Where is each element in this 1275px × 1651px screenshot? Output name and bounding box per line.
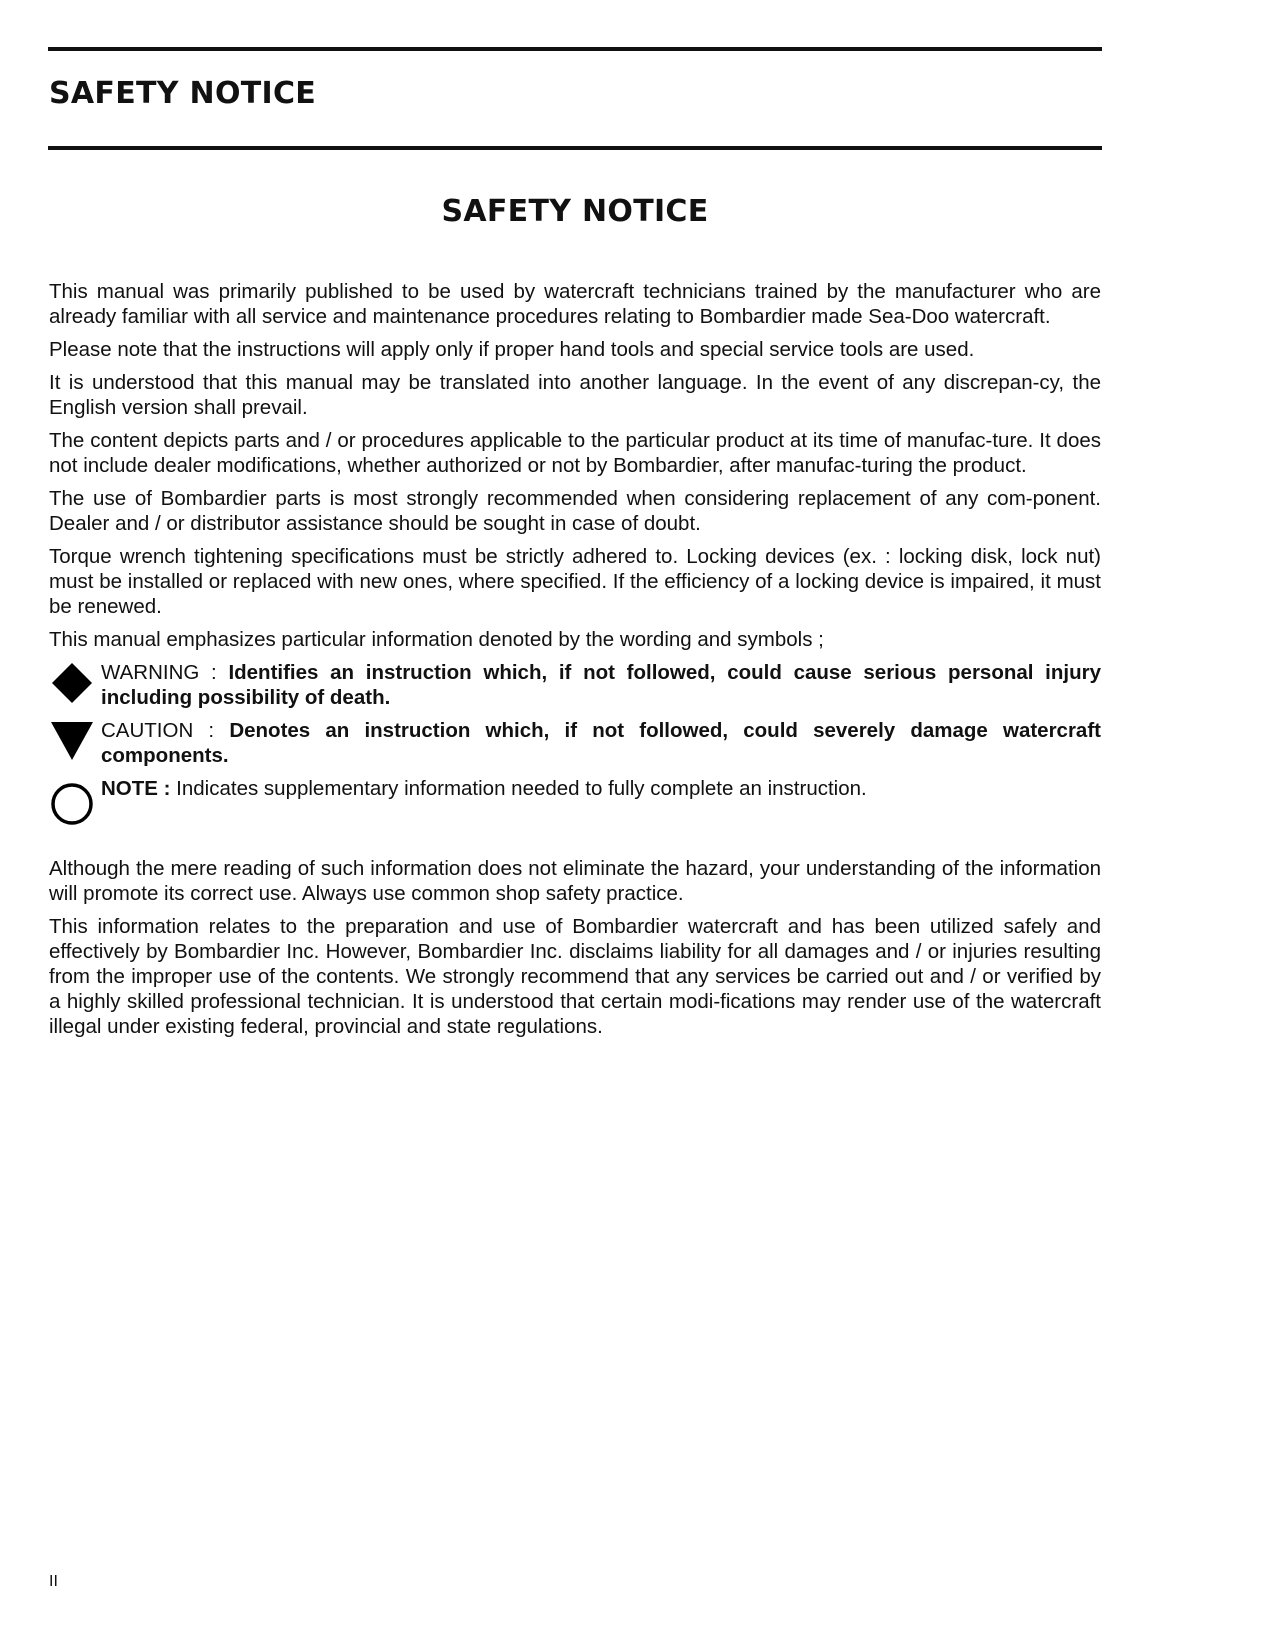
running-header-title: SAFETY NOTICE (49, 76, 317, 111)
paragraph-torque: Torque wrench tightening specifications must be strictly adhered to. Locking devices (ex. : locking disk, lock nut) must be installed or replaced with new ones, where specified. If the efficiency of a locking device is impaired, it must be renewed. (49, 545, 1101, 618)
paragraph-content: The content depicts parts and / or procedures applicable to the particular product at its time of manufac-ture. It does not include dealer modifications, whether authorized or not by Bombardier, after manufac-turing the product. (49, 429, 1101, 477)
caution-text: Denotes an instruction which, if not followed, could severely damage watercraft components. (101, 719, 1101, 767)
paragraph-parts: The use of Bombardier parts is most strongly recommended when considering replacement of any com-ponent. Dealer and / or distributor assistance should be sought in case of doubt. (49, 487, 1101, 535)
body-text (49, 279, 1101, 1047)
paragraph-tools: Please note that the instructions will apply only if proper hand tools and special service tools are used. (49, 338, 975, 361)
note-text: Indicates supplementary information needed to fully complete an instruction. (176, 777, 867, 800)
paragraph-liability: This information relates to the preparation and use of Bombardier watercraft and has been utilized safely and effectively by Bombardier Inc. However, Bombardier Inc. disclaims liability for all damages and / or injuries resulting from the improper use of the contents. We strongly recommend that any services be carried out and / or verified by a highly skilled professional technician. It is understood that certain modi-fications may render use of the watercraft illegal under existing federal, provincial and state regulations. (49, 915, 1101, 1038)
page-number: II (49, 1573, 58, 1590)
paragraph-translation: It is understood that this manual may be translated into another language. In the event of any discrepan-cy, the English version shall prevail. (49, 371, 1101, 419)
header-bottom-rule (48, 146, 1102, 150)
down-triangle-icon (49, 718, 97, 766)
diamond-icon (49, 660, 97, 708)
caution-entry (49, 718, 1101, 768)
caution-label: CAUTION : (101, 719, 215, 742)
paragraph-hazard: Although the mere reading of such information does not eliminate the hazard, your understanding of the information will promote its correct use. Always use common shop safety practice. (49, 857, 1101, 905)
circle-icon (49, 780, 97, 828)
warning-text: Identifies an instruction which, if not followed, could cause serious personal injury including possibility of death. (101, 661, 1101, 709)
note-label: NOTE : (101, 777, 171, 800)
paragraph-intro: This manual was primarily published to be used by watercraft technicians trained by the manufacturer who are already familiar with all service and maintenance procedures relating to Bombardier made Sea-Doo watercraft. (49, 280, 1101, 328)
page-title: SAFETY NOTICE (441, 194, 709, 229)
warning-label: WARNING : (101, 661, 217, 684)
warning-entry (49, 660, 1101, 710)
header-top-rule (48, 47, 1102, 51)
paragraph-symbols-intro: This manual emphasizes particular information denoted by the wording and symbols ; (49, 628, 824, 651)
note-entry (49, 776, 1101, 826)
